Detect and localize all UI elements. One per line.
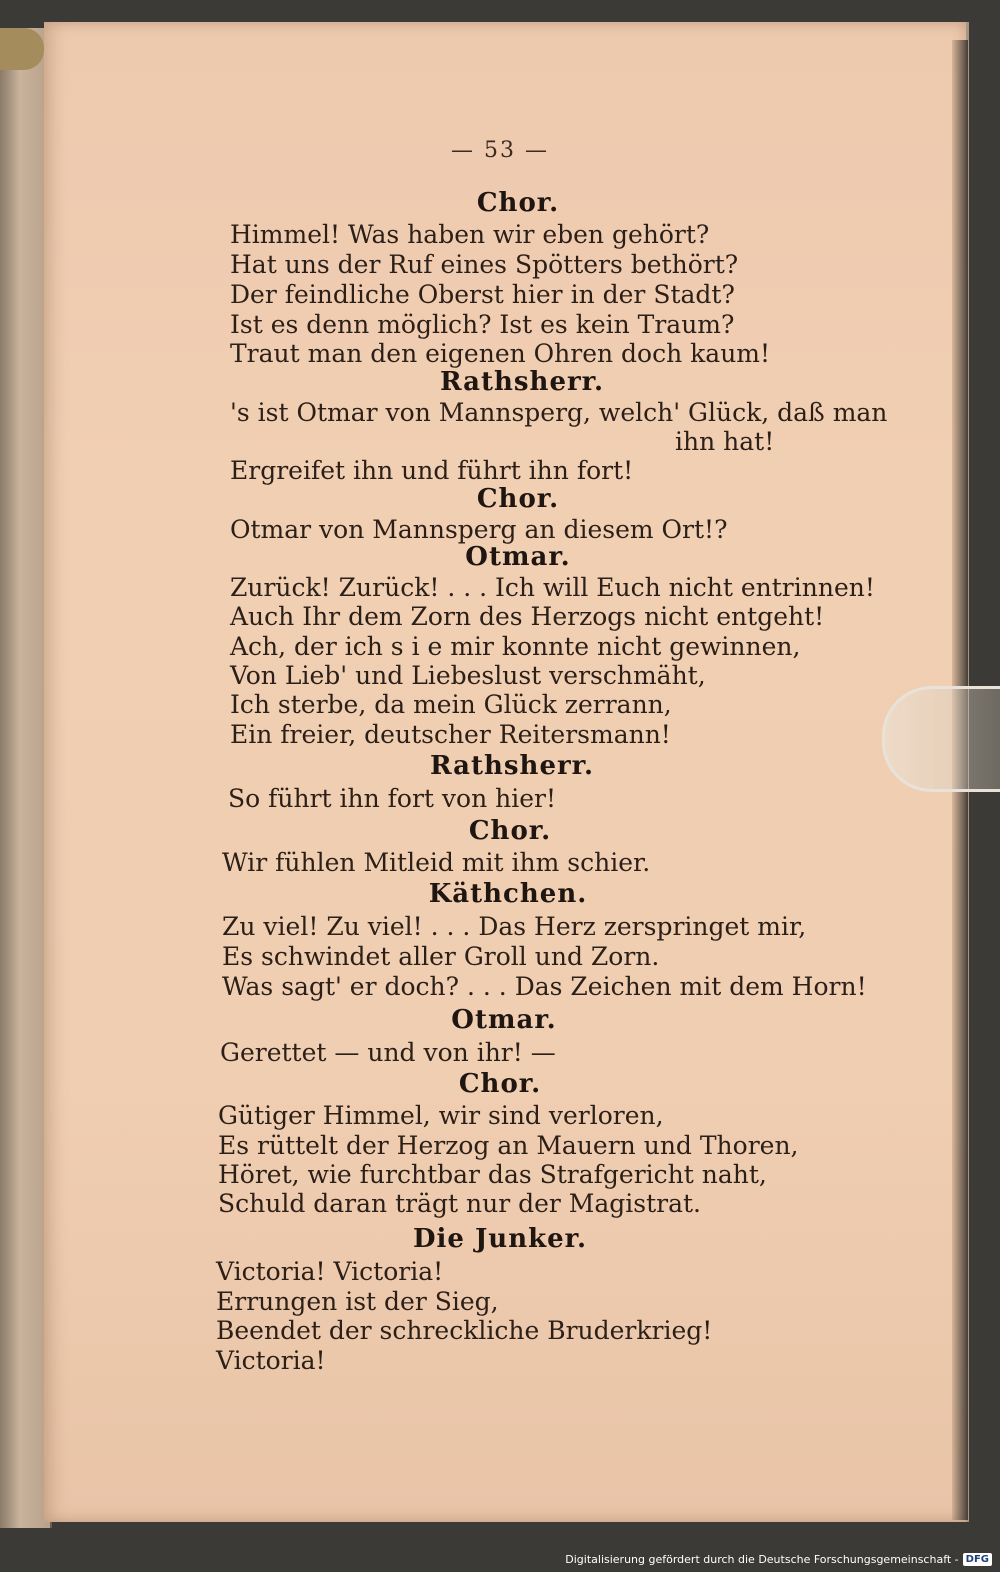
verse-line: Traut man den eigenen Ohren doch kaum!: [230, 339, 771, 368]
verse-line: Es rüttelt der Herzog an Mauern und Thoren,: [218, 1131, 799, 1160]
footer-credit: [565, 1548, 992, 1570]
speaker-heading: Rathsherr.: [439, 367, 605, 397]
footer-credit-text: Digitalisierung gefördert durch die Deutsche Forschungsgemeinschaft -: [565, 1552, 959, 1566]
verse-line: Von Lieb' und Liebeslust verschmäht,: [230, 661, 706, 690]
verse-line: Gütiger Himmel, wir sind verloren,: [218, 1101, 664, 1130]
verse-line: Himmel! Was haben wir eben gehört?: [230, 220, 710, 249]
verse-line: Otmar von Mannsperg an diesem Ort!?: [230, 515, 728, 544]
speaker-heading: Chor.: [468, 816, 552, 846]
verse-line: Der feindliche Oberst hier in der Stadt?: [230, 280, 735, 309]
verse-line: Hat uns der Ruf eines Spötters bethört?: [230, 250, 739, 279]
verse-line: Beendet der schreckliche Bruderkrieg!: [216, 1316, 713, 1345]
verse-line: Victoria! Victoria!: [216, 1257, 444, 1286]
speaker-heading: Chor.: [476, 484, 560, 514]
speaker-heading: Otmar.: [451, 1005, 557, 1035]
speaker-heading: Otmar.: [465, 542, 571, 572]
verse-line: Ein freier, deutscher Reitersmann!: [230, 720, 671, 749]
verse-line: Ist es denn möglich? Ist es kein Traum?: [230, 310, 735, 339]
verse-line: Was sagt' er doch? . . . Das Zeichen mit dem Horn!: [222, 972, 867, 1001]
speaker-heading: Käthchen.: [428, 879, 588, 909]
verse-line: Victoria!: [216, 1346, 326, 1375]
verse-line: Höret, wie furchtbar das Strafgericht naht,: [218, 1160, 767, 1189]
verse-line: Auch Ihr dem Zorn des Herzogs nicht entgeht!: [230, 602, 825, 631]
verse-line: Ergreifet ihn und führt ihn fort!: [230, 456, 634, 485]
speaker-heading: Die Junker.: [412, 1224, 588, 1254]
verse-line: So führt ihn fort von hier!: [228, 784, 557, 813]
verse-line: Gerettet — und von ihr! —: [220, 1038, 556, 1067]
speaker-heading: Chor.: [458, 1069, 542, 1099]
verse-line: Ach, der ich s i e mir konnte nicht gewinnen,: [230, 632, 801, 661]
speaker-heading: Chor.: [476, 188, 560, 218]
verse-line: Zu viel! Zu viel! . . . Das Herz zerspringet mir,: [222, 912, 807, 941]
verse-line: Zurück! Zurück! . . . Ich will Euch nicht entrinnen!: [230, 573, 875, 602]
verse-line: Wir fühlen Mitleid mit ihm schier.: [222, 848, 651, 877]
speaker-heading: Rathsherr.: [429, 751, 595, 781]
verse-line: Es schwindet aller Groll und Zorn.: [222, 942, 660, 971]
verse-line-continuation: ihn hat!: [675, 427, 775, 456]
verse-line: Schuld daran trägt nur der Magistrat.: [218, 1189, 702, 1218]
paper-clip: [882, 686, 1000, 792]
verse-line: Ich sterbe, da mein Glück zerrann,: [230, 690, 672, 719]
verse-line: 's ist Otmar von Mannsperg, welch' Glück, daß man: [230, 398, 888, 427]
dfg-logo-icon: DFG: [963, 1553, 992, 1566]
verse-line: Errungen ist der Sieg,: [216, 1287, 499, 1316]
page-number: — 53 —: [451, 138, 549, 163]
